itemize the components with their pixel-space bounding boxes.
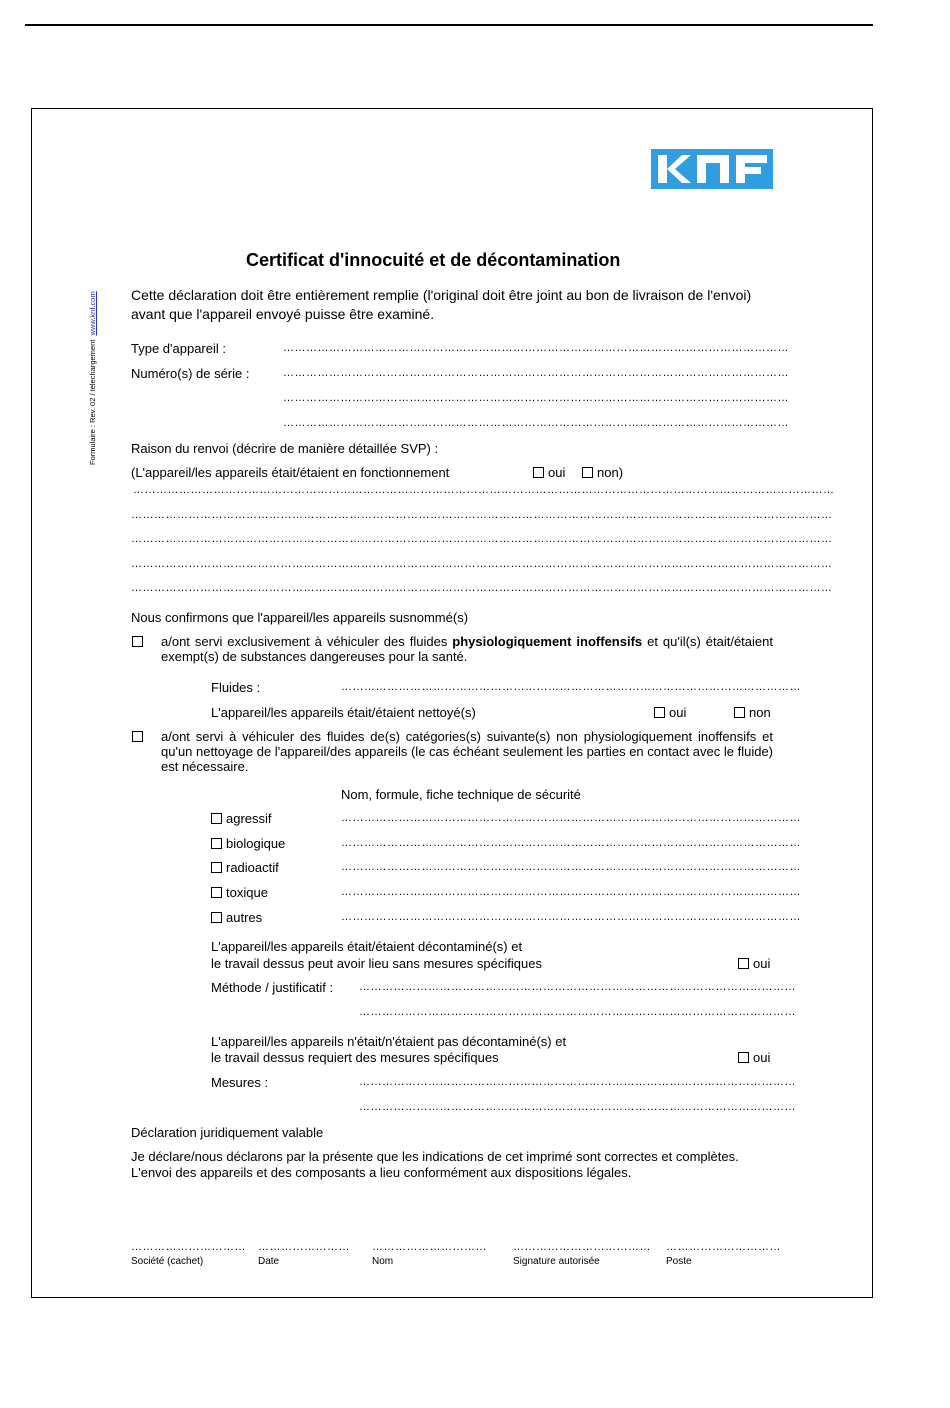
checkbox-icon[interactable] bbox=[533, 467, 544, 478]
category-agressif[interactable]: agressif bbox=[211, 811, 272, 826]
mesures-label: Mesures : bbox=[211, 1075, 269, 1090]
fonctionnement-label: (L'appareil/les appareils était/étaient en fonctionnement bbox=[131, 465, 450, 480]
category-toxique[interactable]: toxique bbox=[211, 885, 268, 900]
raison-dots-5[interactable]: ………………………………………………………………………………………………………………………………………………………………… bbox=[131, 582, 833, 594]
nom-label: Nom bbox=[372, 1256, 394, 1267]
societe-label: Société (cachet) bbox=[131, 1256, 204, 1267]
column-header: Nom, formule, fiche technique de sécurité bbox=[341, 787, 581, 802]
serie-dots-3[interactable]: …………………………………………………………………………………………………………………… bbox=[283, 417, 789, 429]
poste-dots[interactable]: ………………………… bbox=[666, 1241, 781, 1253]
serie-label: Numéro(s) de série : bbox=[131, 366, 250, 381]
option1-checkbox[interactable] bbox=[132, 636, 143, 647]
nettoye-label: L'appareil/les appareils était/étaient nettoyé(s) bbox=[211, 705, 476, 720]
declaration-heading: Déclaration juridiquement valable bbox=[131, 1125, 324, 1140]
nom-dots[interactable]: ………………………… bbox=[372, 1241, 487, 1253]
checkbox-icon[interactable] bbox=[211, 887, 222, 898]
page-title: Certificat d'innocuité et de décontamination bbox=[246, 250, 621, 270]
biologique-dots[interactable]: ………………………………………………………………………………………………………… bbox=[341, 837, 801, 849]
fluides-dots[interactable]: ………………………………………………………………………………………………………… bbox=[341, 681, 801, 693]
methode-label: Méthode / justificatif : bbox=[211, 980, 334, 995]
option1-text: a/ont servi exclusivement à véhiculer des fluides physiologiquement inoffensifs et qu'il(s) était/étaient exempt(s) de substances dangereuses pour la santé. bbox=[161, 634, 773, 664]
mesures-dots-1[interactable]: …………………………………………………………………………………………………… bbox=[359, 1076, 796, 1088]
category-biologique[interactable]: biologique bbox=[211, 836, 285, 851]
option2-text: a/ont servi à véhiculer des fluides de(s) catégories(s) suivante(s) non physiologiquement inoffensifs et qu'un nettoyage de l'appareil/des appareils (le cas échéant seulement les parties en contact avec le fluide) est nécessaire. bbox=[161, 729, 774, 774]
serie-dots-2[interactable]: …………………………………………………………………………………………………………………… bbox=[283, 392, 789, 404]
option2-checkbox[interactable] bbox=[132, 731, 143, 742]
toxique-dots[interactable]: ………………………………………………………………………………………………………… bbox=[341, 886, 801, 898]
checkbox-icon[interactable] bbox=[211, 813, 222, 824]
radioactif-dots[interactable]: ………………………………………………………………………………………………………… bbox=[341, 861, 801, 873]
type-dots[interactable]: …………………………………………………………………………………………………………………… bbox=[283, 342, 789, 354]
checkbox-icon[interactable] bbox=[654, 707, 665, 718]
serie-dots-1[interactable]: …………………………………………………………………………………………………………………… bbox=[283, 367, 789, 379]
nettoye-non[interactable]: non bbox=[734, 705, 771, 720]
type-label: Type d'appareil : bbox=[131, 341, 226, 356]
decont-oui[interactable]: oui bbox=[738, 956, 770, 971]
intro-text: Cette déclaration doit être entièrement remplie (l'original doit être joint au bon de livraison de l'envoi) avant que l'appareil envoyé puisse être examiné. bbox=[131, 287, 752, 322]
methode-dots-1[interactable]: …………………………………………………………………………………………………… bbox=[359, 981, 796, 993]
side-form-reference bbox=[88, 291, 97, 465]
nettoye-oui[interactable]: oui bbox=[654, 705, 686, 720]
category-radioactif[interactable]: radioactif bbox=[211, 860, 279, 875]
top-rule bbox=[25, 24, 873, 26]
knf-logo bbox=[651, 149, 773, 189]
checkbox-icon[interactable] bbox=[582, 467, 593, 478]
societe-dots[interactable]: ………………………… bbox=[131, 1241, 246, 1253]
side-prefix: Formulaire : Rev. 02 / telechargement bbox=[88, 339, 97, 465]
fluides-label: Fluides : bbox=[211, 680, 261, 695]
raison-dots-4[interactable]: ………………………………………………………………………………………………………………………………………………………………… bbox=[131, 558, 833, 570]
confirm-label: Nous confirmons que l'appareil/les appareils susnommé(s) bbox=[131, 610, 469, 625]
raison-label: Raison du renvoi (décrire de manière détaillée SVP) : bbox=[131, 441, 439, 456]
fonctionnement-oui[interactable]: oui bbox=[533, 465, 565, 480]
signature-label: Signature autorisée bbox=[513, 1256, 600, 1267]
raison-dots-2[interactable]: ………………………………………………………………………………………………………………………………………………………………… bbox=[131, 509, 833, 521]
decont-line2: le travail dessus peut avoir lieu sans mesures spécifiques bbox=[211, 956, 542, 971]
knf-link[interactable]: www.knf.com bbox=[88, 291, 97, 336]
poste-label: Poste bbox=[666, 1256, 692, 1267]
checkbox-icon[interactable] bbox=[211, 838, 222, 849]
checkbox-icon[interactable] bbox=[211, 912, 222, 923]
signature-dots[interactable]: ……………………………… bbox=[513, 1241, 651, 1253]
checkbox-icon[interactable] bbox=[738, 958, 749, 969]
agressif-dots[interactable]: ………………………………………………………………………………………………………… bbox=[341, 812, 801, 824]
checkbox-icon[interactable] bbox=[738, 1052, 749, 1063]
category-autres[interactable]: autres bbox=[211, 910, 262, 925]
methode-dots-2[interactable]: …………………………………………………………………………………………………… bbox=[359, 1006, 796, 1018]
nondecont-line1: L'appareil/les appareils n'était/n'étaient pas décontaminé(s) et bbox=[211, 1034, 567, 1049]
raison-dots-1[interactable]: ………………………………………………………………………………………………………………………………………………………………… bbox=[133, 484, 835, 496]
nondecont-oui[interactable]: oui bbox=[738, 1050, 770, 1065]
date-label: Date bbox=[258, 1256, 280, 1267]
mesures-dots-2[interactable]: …………………………………………………………………………………………………… bbox=[359, 1101, 796, 1113]
checkbox-icon[interactable] bbox=[734, 707, 745, 718]
date-dots[interactable]: …………………… bbox=[258, 1241, 350, 1253]
fonctionnement-non[interactable]: non) bbox=[582, 465, 623, 480]
declaration-text: Je déclare/nous déclarons par la présente que les indications de cet imprimé sont correctes et complètes. L'envoi des appareils et des composants a lieu conformément aux dispositions légales. bbox=[131, 1149, 739, 1180]
raison-dots-3[interactable]: ………………………………………………………………………………………………………………………………………………………………… bbox=[131, 533, 833, 545]
nondecont-line2: le travail dessus requiert des mesures spécifiques bbox=[211, 1050, 499, 1065]
decont-line1: L'appareil/les appareils était/étaient décontaminé(s) et bbox=[211, 939, 523, 954]
autres-dots[interactable]: ………………………………………………………………………………………………………… bbox=[341, 911, 801, 923]
checkbox-icon[interactable] bbox=[211, 862, 222, 873]
